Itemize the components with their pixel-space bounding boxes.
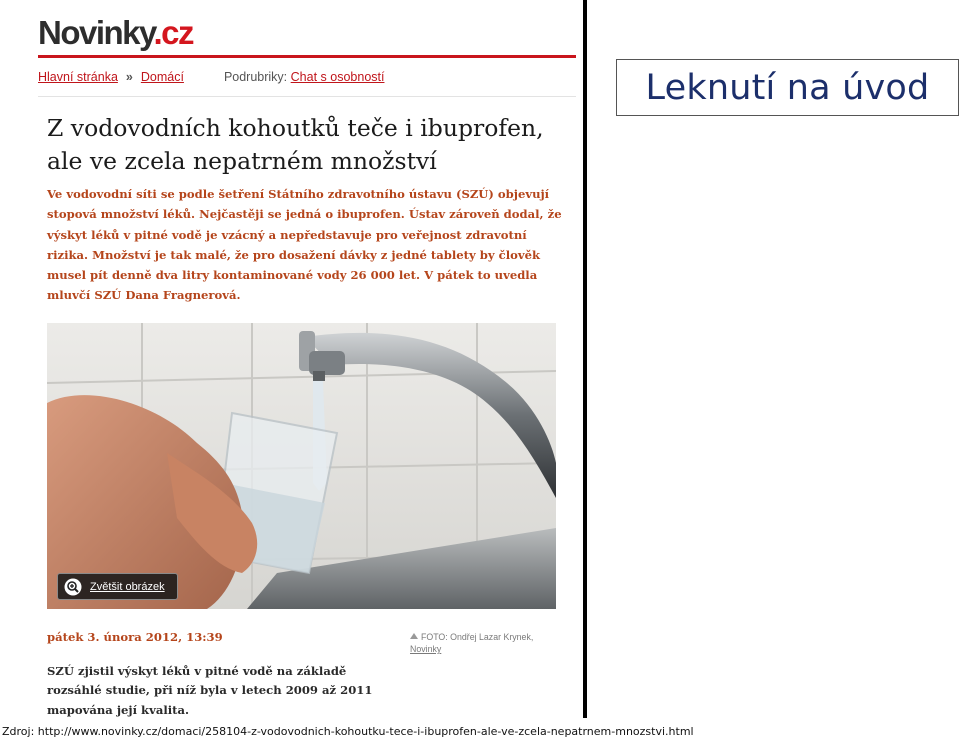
source-caption: Zdroj: http://www.novinky.cz/domaci/258104-z-vodovodnich-kohoutku-tece-i-ibuprofen-ale-ve-zcela-nepatrnem-mnozstvi.html xyxy=(2,725,694,738)
slide-title-box xyxy=(616,59,959,116)
breadcrumb-home-link[interactable]: Hlavní stránka xyxy=(38,70,118,84)
breadcrumb-section-link[interactable]: Domácí xyxy=(140,70,184,84)
subsection-link[interactable]: Chat s osobností xyxy=(290,70,385,84)
photo-credit-link[interactable]: Novinky xyxy=(410,644,442,654)
photo-credit xyxy=(410,631,533,655)
tap-water-photo xyxy=(47,323,556,609)
article-date: pátek 3. února 2012, 13:39 xyxy=(47,630,223,644)
triangle-up-icon xyxy=(410,633,418,639)
vertical-divider xyxy=(583,0,587,718)
logo-accent: .cz xyxy=(153,14,193,51)
breadcrumb-divider xyxy=(38,96,576,97)
breadcrumb-separator: » xyxy=(125,70,133,84)
article-perex: Ve vodovodní síti se podle šetření Státního zdravotního ústavu (SZÚ) objevují stopová množství léků. Nejčastěji se jedná o ibuprofen. Ústav zároveň dodal, že výskyt léků v pitné vodě je vzácný a nepředstavuje pro veřejnost zdravotní rizika. Množství je tak malé, že pro dosažení dávky z jedné tablety by člověk musel pít denně dva litry kontaminované vody 26 000 let. V pátek to uvedla mluvčí SZÚ Dana Fragnerová. xyxy=(47,187,562,303)
subsections-label: Podrubriky: xyxy=(223,70,288,84)
slide-title: Leknutí na úvod xyxy=(645,67,930,108)
site-logo[interactable] xyxy=(38,14,193,52)
article-headline: Z vodovodních kohoutků teče i ibuprofen, ale ve zcela nepatrném množství xyxy=(47,114,544,175)
breadcrumb xyxy=(38,70,384,84)
photo-credit-text: FOTO: Ondřej Lazar Krynek, xyxy=(421,632,534,642)
zoom-image-label: Zvětšit obrázek xyxy=(90,580,165,593)
logo-divider xyxy=(38,55,576,58)
logo-main: Novinky xyxy=(38,14,154,51)
zoom-image-button[interactable] xyxy=(57,573,178,600)
article-photo[interactable] xyxy=(47,323,556,609)
magnifier-plus-icon xyxy=(64,578,82,596)
article-body: SZÚ zjistil výskyt léků v pitné vodě na základě rozsáhlé studie, při níž byla v letech 2009 až 2011 mapována její kvalita. xyxy=(47,664,373,717)
